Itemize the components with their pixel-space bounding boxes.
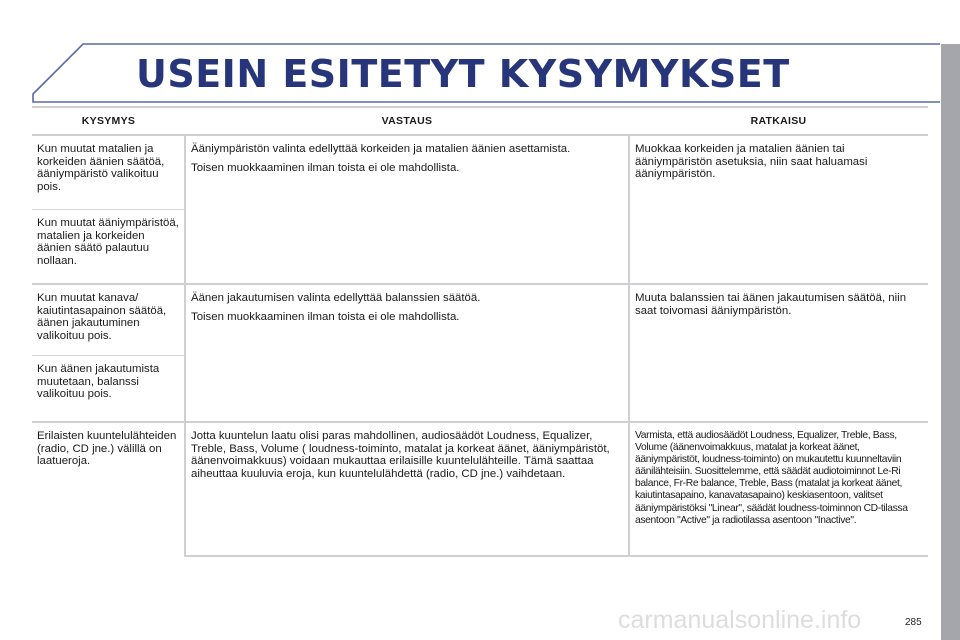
table-row	[32, 284, 928, 356]
side-tab-bar	[941, 44, 960, 640]
answer-paragraph: Toisen muokkaaminen ilman toista ei ole mahdollista.	[191, 161, 460, 174]
answer-paragraph: Jotta kuuntelun laatu olisi paras mahdollinen, audiosäädöt Loudness, Equalizer, Treble, Bass, Volume ( loudness-toiminto, matalat ja korkeat äänet, ääniympäristöt, äänenvoimakkuus) voidaan mukauttaa erilaisille kuuntelulähteille. Tämä saattaa aiheuttaa kuuluvia eroja, kun kuuntelulähdettä (radio, CD jne.) vaihdetaan.	[191, 430, 610, 480]
solution-cell: Varmista, että audiosäädöt Loudness, Equalizer, Treble, Bass, Volume (äänenvoimakkuus, matalat ja korkeat äänet, ääniympäristöt, loudness-toiminto) on mukautettu kuunneltaviin äänilähteisiin. Suosittelemme, että säädät audiotoiminnot Le-Ri balance, Fr-Re balance, Treble, Bass (matalat ja korkeat äänet, kaiutintasapaino, kanavatasapaino) keskiasentoon, valitset ääniympäristöksi "Linear", säädät loudness-toiminnon CD-tilassa asentoon "Active" ja radiotilassa asentoon "Inactive".	[629, 422, 928, 556]
solution-cell: Muokkaa korkeiden ja matalien äänien tai ääniympäristön asetuksia, niin saat haluamasi ääniympäristön.	[629, 135, 928, 284]
question-cell: Kun muutat ääniympäristöä, matalien ja korkeiden äänien säätö palautuu nollaan.	[37, 217, 179, 267]
page-number: 285	[905, 617, 922, 628]
column-header-solution: RATKAISU	[629, 107, 928, 135]
faq-table	[32, 106, 928, 557]
question-cell: Kun muutat matalien ja korkeiden äänien säätöä, ääniympäristö valikoituu pois.	[32, 135, 185, 210]
watermark: carmanualsonline.info	[618, 606, 862, 634]
answer-paragraph: Ääniympäristön valinta edellyttää korkeiden ja matalien äänien asettamista.	[191, 143, 571, 155]
answer-cell	[185, 284, 629, 422]
answer-cell	[185, 135, 629, 284]
question-cell: Kun muutat kanava/ kaiutintasapainon säätöä, äänen jakautuminen valikoituu pois.	[32, 284, 185, 356]
column-header-answer: VASTAUS	[185, 107, 629, 135]
answer-paragraph: Äänen jakautumisen valinta edellyttää balanssien säätöä.	[191, 292, 481, 304]
page-title: USEIN ESITETYT KYSYMYKSET	[136, 52, 790, 96]
solution-cell: Muuta balanssien tai äänen jakautumisen säätöä, niin saat toivomasi ääniympäristön.	[629, 284, 928, 422]
answer-cell	[185, 422, 629, 556]
question-cell: Erilaisten kuuntelulähteiden (radio, CD jne.) välillä on laatueroja.	[32, 422, 185, 556]
table-row	[32, 135, 928, 210]
column-header-question: KYSYMYS	[32, 107, 185, 135]
table-header-row	[32, 107, 928, 135]
answer-paragraph: Toisen muokkaaminen ilman toista ei ole mahdollista.	[191, 310, 460, 323]
table-row	[32, 422, 928, 556]
question-cell: Kun äänen jakautumista muutetaan, balanssi valikoituu pois.	[37, 363, 160, 401]
